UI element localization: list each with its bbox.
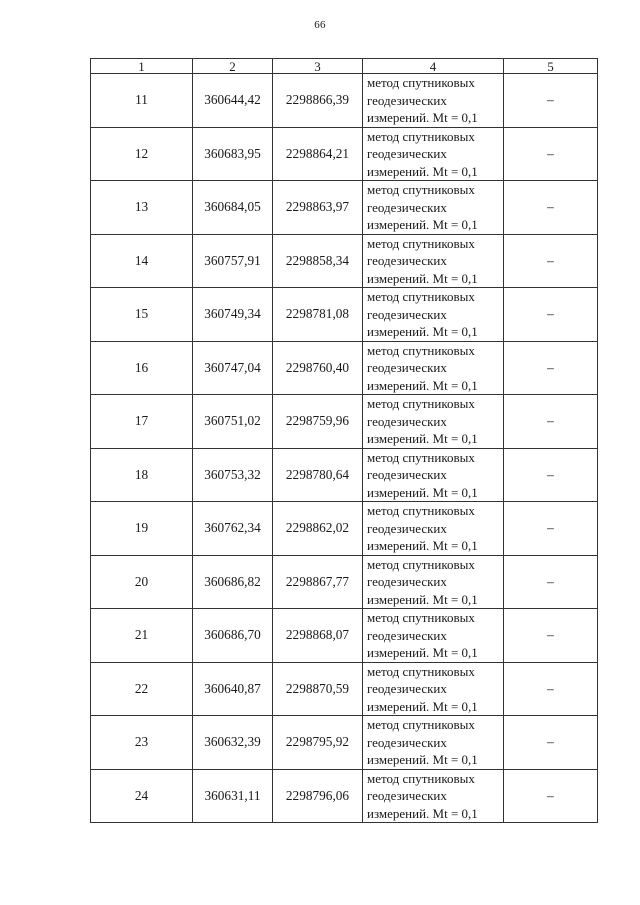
table-row (91, 769, 598, 823)
y-coordinate-cell: 2298864,21 (273, 127, 363, 181)
note-cell: – (504, 341, 598, 395)
method-line: измерений. Mt = 0,1 (367, 110, 478, 125)
point-number-cell: 19 (91, 502, 193, 556)
x-coordinate-cell: 360751,02 (193, 395, 273, 449)
point-number-cell: 15 (91, 288, 193, 342)
note-cell: – (504, 288, 598, 342)
note-cell: – (504, 769, 598, 823)
point-number-cell: 14 (91, 234, 193, 288)
method-line: геодезических (367, 146, 447, 161)
note-cell: – (504, 609, 598, 663)
method-line: метод спутниковых (367, 396, 475, 411)
note-cell: – (504, 127, 598, 181)
table-row (91, 716, 598, 770)
method-cell (363, 395, 504, 449)
table-row (91, 395, 598, 449)
method-line: метод спутниковых (367, 182, 475, 197)
page-number: 66 (314, 19, 326, 31)
y-coordinate-cell: 2298866,39 (273, 74, 363, 128)
method-line: метод спутниковых (367, 556, 475, 572)
y-coordinate-cell: 2298867,77 (273, 555, 363, 609)
method-line: метод спутниковых (367, 610, 475, 625)
method-line: метод спутниковых (367, 449, 475, 465)
table-row (91, 288, 598, 342)
note-cell: – (504, 74, 598, 128)
method-cell (363, 341, 504, 395)
method-cell (363, 716, 504, 770)
method-line: геодезических (367, 734, 447, 750)
y-coordinate-cell: 2298760,40 (273, 341, 363, 395)
method-line: метод спутниковых (367, 128, 475, 144)
method-line: геодезических (367, 681, 447, 696)
method-line: геодезических (367, 520, 447, 536)
method-line: метод спутниковых (367, 75, 475, 90)
y-coordinate-cell: 2298863,97 (273, 181, 363, 235)
point-number-cell: 23 (91, 716, 193, 770)
point-number-cell: 12 (91, 127, 193, 181)
column-header-4: 4 (363, 59, 504, 74)
y-coordinate-cell: 2298870,59 (273, 662, 363, 716)
method-line: измерений. Mt = 0,1 (367, 324, 478, 339)
y-coordinate-cell: 2298780,64 (273, 448, 363, 502)
table-row (91, 127, 598, 181)
column-header-5: 5 (504, 59, 598, 74)
method-cell (363, 181, 504, 235)
x-coordinate-cell: 360753,32 (193, 448, 273, 502)
method-line: геодезических (367, 360, 447, 375)
table-row (91, 341, 598, 395)
note-cell: – (504, 716, 598, 770)
y-coordinate-cell: 2298796,06 (273, 769, 363, 823)
y-coordinate-cell: 2298868,07 (273, 609, 363, 663)
x-coordinate-cell: 360684,05 (193, 181, 273, 235)
method-line: измерений. Mt = 0,1 (367, 163, 478, 179)
table-row (91, 234, 598, 288)
method-line: измерений. Mt = 0,1 (367, 538, 478, 553)
method-line: геодезических (367, 788, 447, 803)
table-row (91, 448, 598, 502)
x-coordinate-cell: 360686,82 (193, 555, 273, 609)
method-line: измерений. Mt = 0,1 (367, 698, 478, 714)
table-header-row (91, 59, 598, 74)
method-line: метод спутниковых (367, 663, 475, 679)
method-line: метод спутниковых (367, 342, 475, 358)
point-number-cell: 16 (91, 341, 193, 395)
method-line: метод спутниковых (367, 770, 475, 786)
method-cell (363, 555, 504, 609)
method-line: метод спутниковых (367, 503, 475, 518)
method-line: геодезических (367, 253, 447, 268)
coordinates-table (90, 58, 598, 823)
point-number-cell: 21 (91, 609, 193, 663)
x-coordinate-cell: 360640,87 (193, 662, 273, 716)
y-coordinate-cell: 2298759,96 (273, 395, 363, 449)
method-cell (363, 234, 504, 288)
method-line: измерений. Mt = 0,1 (367, 217, 478, 232)
table-row (91, 74, 598, 128)
point-number-cell: 24 (91, 769, 193, 823)
note-cell: – (504, 448, 598, 502)
x-coordinate-cell: 360749,34 (193, 288, 273, 342)
note-cell: – (504, 395, 598, 449)
method-cell (363, 662, 504, 716)
method-line: измерений. Mt = 0,1 (367, 752, 478, 767)
note-cell: – (504, 555, 598, 609)
y-coordinate-cell: 2298795,92 (273, 716, 363, 770)
y-coordinate-cell: 2298862,02 (273, 502, 363, 556)
method-cell (363, 609, 504, 663)
method-line: геодезических (367, 413, 447, 429)
x-coordinate-cell: 360644,42 (193, 74, 273, 128)
note-cell: – (504, 662, 598, 716)
x-coordinate-cell: 360762,34 (193, 502, 273, 556)
point-number-cell: 13 (91, 181, 193, 235)
method-line: измерений. Mt = 0,1 (367, 805, 478, 821)
method-cell (363, 448, 504, 502)
method-line: измерений. Mt = 0,1 (367, 484, 478, 500)
method-line: измерений. Mt = 0,1 (367, 270, 478, 286)
table-body (91, 74, 598, 823)
point-number-cell: 18 (91, 448, 193, 502)
method-cell (363, 74, 504, 128)
method-line: метод спутниковых (367, 235, 475, 251)
table-row (91, 555, 598, 609)
note-cell: – (504, 181, 598, 235)
point-number-cell: 22 (91, 662, 193, 716)
table-row (91, 502, 598, 556)
table-row (91, 181, 598, 235)
method-cell (363, 769, 504, 823)
method-line: геодезических (367, 627, 447, 643)
note-cell: – (504, 502, 598, 556)
method-line: измерений. Mt = 0,1 (367, 591, 478, 607)
x-coordinate-cell: 360757,91 (193, 234, 273, 288)
x-coordinate-cell: 360747,04 (193, 341, 273, 395)
x-coordinate-cell: 360686,70 (193, 609, 273, 663)
method-line: геодезических (367, 92, 447, 108)
point-number-cell: 20 (91, 555, 193, 609)
note-cell: – (504, 234, 598, 288)
x-coordinate-cell: 360632,39 (193, 716, 273, 770)
y-coordinate-cell: 2298858,34 (273, 234, 363, 288)
y-coordinate-cell: 2298781,08 (273, 288, 363, 342)
method-line: геодезических (367, 467, 447, 482)
method-line: геодезических (367, 574, 447, 589)
method-line: геодезических (367, 199, 447, 215)
column-header-3: 3 (273, 59, 363, 74)
x-coordinate-cell: 360631,11 (193, 769, 273, 823)
method-line: геодезических (367, 306, 447, 322)
x-coordinate-cell: 360683,95 (193, 127, 273, 181)
method-line: измерений. Mt = 0,1 (367, 431, 478, 446)
point-number-cell: 11 (91, 74, 193, 128)
column-header-1: 1 (91, 59, 193, 74)
table-row (91, 662, 598, 716)
method-line: метод спутниковых (367, 717, 475, 732)
method-line: измерений. Mt = 0,1 (367, 377, 478, 393)
column-header-2: 2 (193, 59, 273, 74)
method-line: метод спутниковых (367, 289, 475, 304)
method-line: измерений. Mt = 0,1 (367, 645, 478, 660)
method-cell (363, 127, 504, 181)
point-number-cell: 17 (91, 395, 193, 449)
table-row (91, 609, 598, 663)
method-cell (363, 502, 504, 556)
method-cell (363, 288, 504, 342)
